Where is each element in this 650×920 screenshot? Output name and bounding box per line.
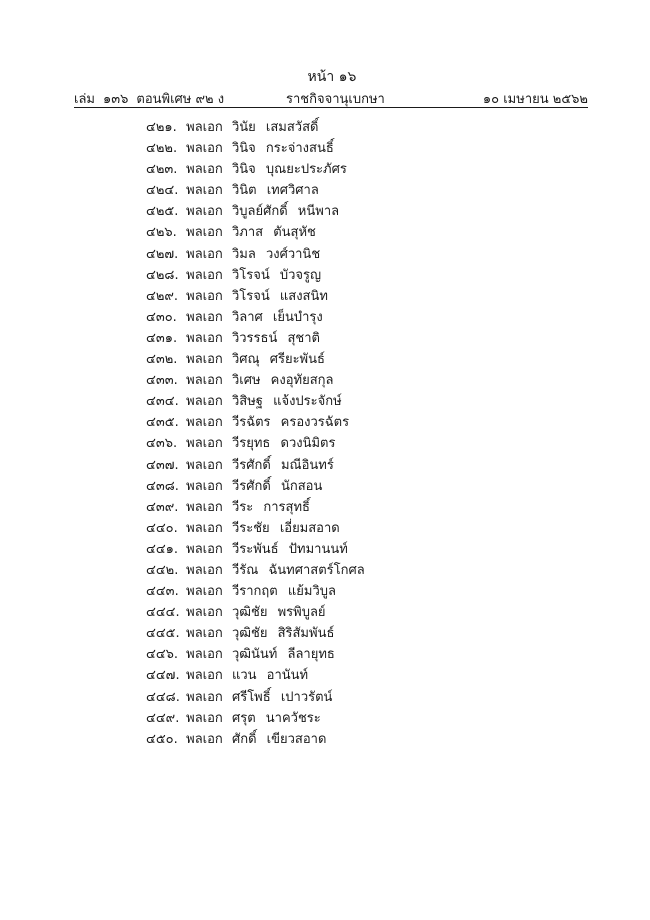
list-item [146, 328, 365, 349]
entry-number: ๔๓๐. [146, 309, 177, 325]
list-item [146, 222, 365, 243]
entry-first-name: วีรัณ [231, 562, 259, 578]
entry-rank: พลเอก [186, 478, 223, 494]
entry-first-name: ศรีโพธิ์ [231, 689, 271, 705]
entry-rank: พลเอก [186, 373, 223, 389]
list-item [146, 518, 365, 539]
entry-last-name: กระจ่างสนธิ์ [265, 141, 334, 157]
entry-last-name: ดวงนิมิตร [280, 436, 336, 452]
entry-last-name: สุชาติ [287, 330, 320, 346]
list-item [146, 433, 365, 454]
entry-number: ๔๓๘. [146, 478, 179, 494]
issue-label: ตอนพิเศษ ๙๒ ง [136, 92, 225, 107]
entry-first-name: วินัย [231, 120, 256, 135]
entry-last-name: เย็นบำรุง [272, 309, 323, 325]
entry-last-name: เอี่ยมสอาด [279, 520, 340, 536]
entry-rank: พลเอก [186, 183, 223, 199]
entry-number: ๔๒๘. [146, 267, 179, 283]
entry-number: ๔๔๑. [146, 541, 179, 557]
entry-last-name: ปัทมานนท์ [288, 541, 348, 557]
entry-number: ๔๒๖. [146, 225, 177, 241]
list-item [146, 602, 365, 623]
list-item [146, 539, 365, 560]
list-item [146, 644, 365, 665]
entry-rank: พลเอก [186, 710, 223, 726]
entry-rank: พลเอก [186, 394, 223, 410]
entry-number: ๔๔๕. [146, 626, 180, 642]
entry-last-name: ฉันทศาสตร์โกศล [268, 562, 365, 578]
entry-rank: พลเอก [186, 246, 223, 262]
entry-number: ๔๕๐. [146, 731, 178, 747]
entry-rank: พลเอก [186, 520, 223, 536]
list-item [146, 159, 365, 180]
entry-last-name: นาควัชระ [265, 710, 321, 726]
entry-rank: พลเอก [186, 605, 223, 621]
entry-rank: พลเอก [186, 162, 223, 178]
entry-last-name: อานันท์ [266, 668, 309, 684]
entry-rank: พลเอก [186, 267, 223, 283]
entry-first-name: วุฒิชัย [231, 626, 268, 642]
entry-first-name: วิลาศ [231, 309, 263, 325]
entry-number: ๔๒๓. [146, 162, 178, 178]
list-item [146, 455, 365, 476]
page-number: หน้า ๑๖ [307, 69, 357, 85]
list-item [146, 687, 365, 708]
list-item [146, 117, 365, 138]
entry-last-name: วงศ์วานิช [265, 246, 321, 262]
entry-rank: พลเอก [186, 225, 223, 241]
entry-rank: พลเอก [186, 309, 223, 325]
entry-number: ๔๔๓. [146, 584, 179, 600]
entry-rank: พลเอก [186, 288, 223, 304]
entry-rank: พลเอก [186, 541, 223, 557]
entry-last-name: บุณยะประภัศร [265, 162, 347, 178]
entry-first-name: ศรุต [231, 710, 256, 726]
entry-number: ๔๒๒. [146, 141, 178, 157]
entry-last-name: แจ้งประจักษ์ [273, 394, 342, 410]
entry-rank: พลเอก [186, 626, 223, 642]
entry-first-name: วิภาส [231, 225, 264, 241]
entry-number: ๔๓๒. [146, 352, 178, 368]
list-item [146, 665, 365, 686]
entry-first-name: วีระ [231, 499, 254, 515]
entry-last-name: ครองวรฉัตร [280, 415, 350, 431]
entry-last-name: หนีพาล [297, 204, 340, 220]
entry-number: ๔๒๔. [146, 183, 179, 199]
entry-first-name: วิโรจน์ [231, 288, 270, 304]
entry-rank: พลเอก [186, 120, 223, 135]
entry-first-name: วิเศษ [231, 373, 261, 389]
entry-number: ๔๔๔. [146, 605, 180, 621]
entry-rank: พลเอก [186, 499, 223, 515]
entry-rank: พลเอก [186, 415, 223, 431]
entry-last-name: สิริสัมพันธ์ [277, 626, 335, 642]
entry-first-name: วินิต [231, 183, 257, 199]
entry-number: ๔๒๕. [146, 204, 179, 220]
header-volume-issue [74, 88, 232, 109]
list-item [146, 286, 365, 307]
entry-number: ๔๓๙. [146, 499, 179, 515]
entry-rank: พลเอก [186, 141, 223, 157]
entry-first-name: วีรศักดิ์ [231, 457, 271, 473]
entry-last-name: ลีลายุทธ [287, 647, 335, 663]
entry-number: ๔๒๑. [146, 120, 177, 135]
entry-rank: พลเอก [186, 204, 223, 220]
entry-last-name: มณีอินทร์ [280, 457, 334, 473]
entry-rank: พลเอก [186, 689, 223, 705]
entry-number: ๔๒๗. [146, 246, 179, 262]
entry-number: ๔๔๙. [146, 710, 180, 726]
list-item [146, 412, 365, 433]
entry-last-name: ตันสุหัช [273, 225, 316, 241]
header-divider [74, 107, 588, 108]
entry-rank: พลเอก [186, 731, 223, 747]
volume-label: เล่ม [74, 92, 95, 107]
publication-name: ราชกิจจานุเบกษา [286, 92, 385, 107]
list-item [146, 391, 365, 412]
entry-first-name: วิบูลย์ศักดิ์ [231, 204, 288, 220]
entry-last-name: เสมสวัสดิ์ [265, 120, 319, 135]
entry-rank: พลเอก [186, 457, 223, 473]
entry-first-name: วีระพันธ์ [231, 541, 279, 557]
entry-last-name: นักสอน [280, 478, 323, 494]
entry-last-name: เทศวิศาล [266, 183, 319, 199]
entry-number: ๔๓๕. [146, 415, 179, 431]
entry-first-name: วินิจ [231, 162, 256, 178]
entry-first-name: วีรฉัตร [231, 415, 271, 431]
entry-first-name: วุฒินันท์ [231, 647, 278, 663]
entry-first-name: วิวรรธน์ [231, 330, 278, 346]
name-list [146, 117, 365, 750]
entry-rank: พลเอก [186, 647, 223, 663]
entry-first-name: วีระชัย [231, 520, 270, 536]
entry-rank: พลเอก [186, 668, 223, 684]
entry-last-name: บัวจรูญ [279, 267, 322, 283]
list-item [146, 708, 365, 729]
entry-number: ๔๔๐. [146, 520, 178, 536]
volume-number: ๑๓๖ [102, 92, 129, 107]
entry-number: ๔๓๖. [146, 436, 178, 452]
entry-first-name: วีรยุทธ [231, 436, 271, 452]
entry-number: ๔๔๒. [146, 562, 179, 578]
entry-last-name: คงอุทัยสกุล [270, 373, 334, 389]
list-item [146, 349, 365, 370]
entry-number: ๔๔๘. [146, 689, 180, 705]
entry-number: ๔๓๗. [146, 457, 179, 473]
entry-first-name: วีรศักดิ์ [231, 478, 271, 494]
entry-rank: พลเอก [186, 562, 223, 578]
entry-first-name: ศักดิ์ [231, 731, 257, 747]
list-item [146, 623, 365, 644]
entry-rank: พลเอก [186, 584, 223, 600]
entry-first-name: วิโรจน์ [231, 267, 270, 283]
list-item [146, 497, 365, 518]
list-item [146, 265, 365, 286]
list-item [146, 581, 365, 602]
list-item [146, 307, 365, 328]
list-item [146, 560, 365, 581]
entry-first-name: วินิจ [231, 141, 256, 157]
entry-last-name: แย้มวิบูล [287, 584, 336, 600]
entry-rank: พลเอก [186, 436, 223, 452]
running-header [74, 88, 588, 108]
entry-first-name: วุฒิชัย [231, 605, 268, 621]
entry-first-name: วีรากฤต [231, 584, 278, 600]
entry-first-name: วิสิษฐ [231, 394, 263, 410]
list-item [146, 201, 365, 222]
entry-number: ๔๔๖. [146, 647, 179, 663]
entry-rank: พลเอก [186, 330, 223, 346]
list-item [146, 180, 365, 201]
entry-last-name: เขียวสอาด [266, 731, 327, 747]
list-item [146, 244, 365, 265]
entry-first-name: วิศณุ [231, 352, 260, 368]
list-item [146, 138, 365, 159]
entry-number: ๔๔๗. [146, 668, 180, 684]
list-item [146, 370, 365, 391]
list-item [146, 729, 365, 750]
entry-last-name: ศรียะพันธ์ [269, 352, 325, 368]
entry-rank: พลเอก [186, 352, 223, 368]
entry-number: ๔๓๓. [146, 373, 178, 389]
entry-number: ๔๒๙. [146, 288, 179, 304]
list-item [146, 476, 365, 497]
entry-last-name: แสงสนิท [279, 288, 328, 304]
entry-last-name: พรพิบูลย์ [277, 605, 326, 621]
entry-number: ๔๓๑. [146, 330, 178, 346]
entry-first-name: วิมล [231, 246, 256, 262]
entry-last-name: เปาวรัตน์ [280, 689, 333, 705]
entry-last-name: การสุทธิ์ [263, 499, 310, 515]
entry-number: ๔๓๔. [146, 394, 179, 410]
publication-date: ๑๐ เมษายน ๒๕๖๒ [482, 92, 588, 107]
entry-first-name: แวน [231, 668, 257, 684]
